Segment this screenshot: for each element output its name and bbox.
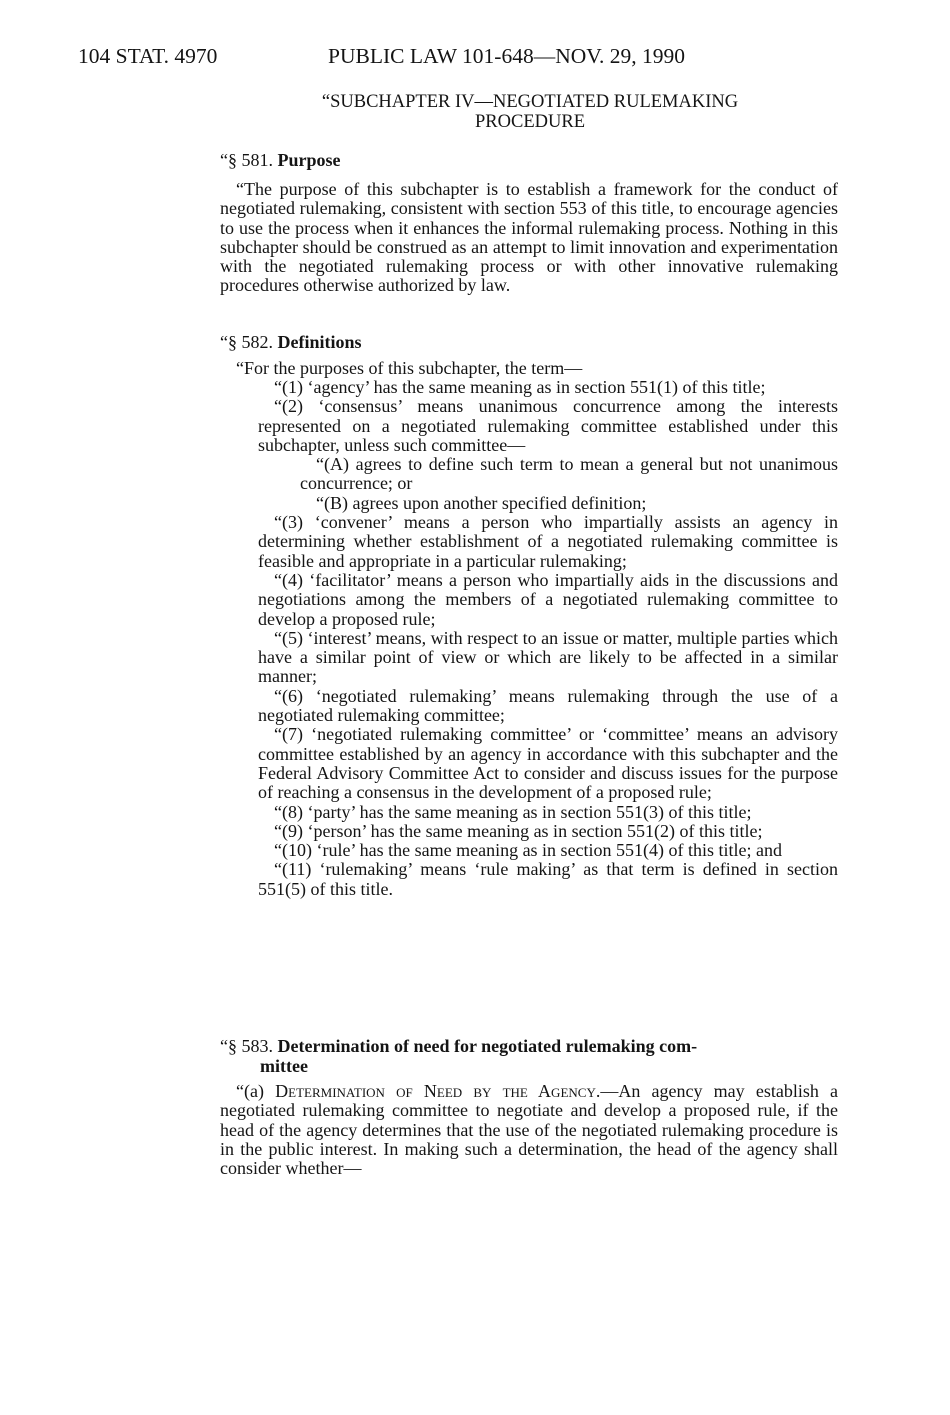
definition-item: “(4) ‘facilitator’ means a person who impartially aids in the discussions and negotiations among the members of a negotiated rulemaking committee to develop a proposed rule; <box>258 569 838 629</box>
definition-item: “(3) ‘convener’ means a person who impartially assists an agency in determining whether establishment of a negotiated rulemaking committee is feasible and appropriate in a particular rulemaking; <box>258 512 838 571</box>
section-583-paragraph-a <box>220 1082 838 1178</box>
section-582-heading <box>220 332 362 352</box>
stat-page-number: 104 STAT. 4970 <box>78 44 218 68</box>
section-583-number: “§ 583. <box>220 1036 278 1056</box>
definition-item: “(2) ‘consensus’ means unanimous concurrence among the interests represented on a negotiated rulemaking committee established under this subchapter, unless such committee— <box>258 396 838 455</box>
subchapter-heading <box>250 92 810 132</box>
definition-subitem: “(B) agrees upon another specified definition; <box>316 492 647 513</box>
section-581-body <box>220 180 838 296</box>
page-header <box>0 44 950 74</box>
paragraph-a-caption: Determination of Need by the Agency <box>275 1081 596 1101</box>
section-581-paragraph: “The purpose of this subchapter is to establish a framework for the conduct of negotiated rulemaking, consistent with section 553 of this title, to encourage agencies to use the process when it enhances the informal rulemaking process. Nothing in this subchapter should be construed as an attempt to limit innovation and experimentation with the negotiated rulemaking process or with other innovative rulemaking procedures otherwise authorized by law. <box>220 179 838 296</box>
section-583-heading <box>220 1036 838 1076</box>
definition-item: “(6) ‘negotiated rulemaking’ means rulemaking through the use of a negotiated rulemaking committee; <box>258 685 838 726</box>
paragraph-a-body: .—An agency may establish a negotiated rulemaking committee to negotiate and develop a proposed rule, if the head of the agency determines that the use of the negotiated rulemaking procedure is in the public interest. In making such a determination, the head of the agency shall consider whether— <box>220 1081 839 1179</box>
section-583-title-line2: mittee <box>260 1056 308 1076</box>
definitions-list <box>258 378 838 899</box>
section-582-title: Definitions <box>277 332 362 352</box>
section-582-intro-text: “For the purposes of this subchapter, the term— <box>236 358 583 378</box>
definition-item: “(9) ‘person’ has the same meaning as in section 551(2) of this title; <box>274 820 763 841</box>
section-582-intro <box>220 359 838 378</box>
section-581-title: Purpose <box>277 150 341 170</box>
definition-item: “(8) ‘party’ has the same meaning as in section 551(3) of this title; <box>274 801 752 822</box>
definition-item: “(5) ‘interest’ means, with respect to an issue or matter, multiple parties which have a similar point of view or which are likely to be affected in a similar manner; <box>258 627 838 687</box>
section-582-number: “§ 582. <box>220 332 278 352</box>
paragraph-a-prefix: “(a) <box>236 1081 276 1101</box>
public-law-citation: PUBLIC LAW 101-648—NOV. 29, 1990 <box>328 44 686 68</box>
section-583-title-line1: Determination of need for negotiated rulemaking com- <box>277 1036 698 1056</box>
subchapter-heading-line2: PROCEDURE <box>475 112 585 132</box>
definition-subitem: “(A) agrees to define such term to mean a general but not unanimous concurrence; or <box>300 454 838 494</box>
definition-item: “(10) ‘rule’ has the same meaning as in section 551(4) of this title; and <box>274 840 783 861</box>
subchapter-heading-line1: “SUBCHAPTER IV—NEGOTIATED RULEMAKING <box>321 92 739 112</box>
definition-item: “(11) ‘rulemaking’ means ‘rule making’ as that term is defined in section 551(5) of this title. <box>258 859 838 899</box>
definition-item: “(7) ‘negotiated rulemaking committee’ or ‘committee’ means an advisory committee established by an agency in accordance with this subchapter and the Federal Advisory Committee Act to consider and discuss issues for the purpose of reaching a consensus in the development of a proposed rule; <box>258 724 838 803</box>
section-581-heading <box>220 150 341 170</box>
definition-item: “(1) ‘agency’ has the same meaning as in section 551(1) of this title; <box>274 377 766 397</box>
section-581-number: “§ 581. <box>220 150 278 170</box>
